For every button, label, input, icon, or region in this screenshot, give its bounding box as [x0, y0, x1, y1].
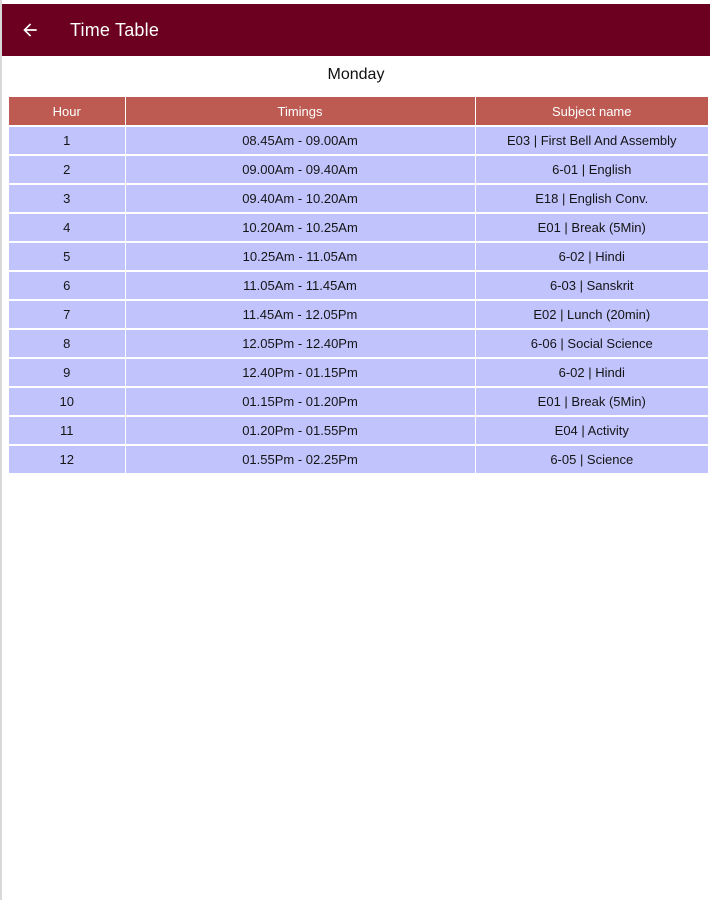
timing-cell: 10.20Am - 10.25Am	[125, 213, 475, 242]
table-row	[9, 242, 708, 271]
hour-cell: 9	[9, 358, 125, 387]
arrow-left-icon	[20, 20, 40, 40]
table-row	[9, 213, 708, 242]
timing-cell: 10.25Am - 11.05Am	[125, 242, 475, 271]
timing-cell: 11.05Am - 11.45Am	[125, 271, 475, 300]
subject-cell: 6-06 | Social Science	[475, 329, 708, 358]
back-button[interactable]	[2, 4, 58, 56]
subject-cell: E02 | Lunch (20min)	[475, 300, 708, 329]
subject-cell: 6-02 | Hindi	[475, 358, 708, 387]
timing-cell: 09.40Am - 10.20Am	[125, 184, 475, 213]
table-row	[9, 271, 708, 300]
timing-cell: 08.45Am - 09.00Am	[125, 126, 475, 155]
column-header-timings: Timings	[125, 97, 475, 126]
hour-cell: 7	[9, 300, 125, 329]
timing-cell: 12.40Pm - 01.15Pm	[125, 358, 475, 387]
hour-cell: 2	[9, 155, 125, 184]
day-label: Monday	[327, 66, 385, 83]
table-row	[9, 126, 708, 155]
subject-cell: 6-02 | Hindi	[475, 242, 708, 271]
table-row	[9, 416, 708, 445]
hour-cell: 11	[9, 416, 125, 445]
table-row	[9, 358, 708, 387]
subject-cell: 6-05 | Science	[475, 445, 708, 473]
table-row	[9, 387, 708, 416]
table-row	[9, 300, 708, 329]
page-title: Time Table	[70, 19, 160, 40]
table-row	[9, 184, 708, 213]
hour-cell: 6	[9, 271, 125, 300]
app-bar	[2, 4, 710, 56]
timing-cell: 11.45Am - 12.05Pm	[125, 300, 475, 329]
timetable	[9, 97, 708, 473]
table-header-row	[9, 97, 708, 126]
hour-cell: 4	[9, 213, 125, 242]
timing-cell: 12.05Pm - 12.40Pm	[125, 329, 475, 358]
hour-cell: 1	[9, 126, 125, 155]
timing-cell: 01.55Pm - 02.25Pm	[125, 445, 475, 473]
column-header-subject: Subject name	[475, 97, 708, 126]
timing-cell: 01.20Pm - 01.55Pm	[125, 416, 475, 445]
table-row	[9, 445, 708, 473]
subject-cell: E04 | Activity	[475, 416, 708, 445]
subject-cell: E03 | First Bell And Assembly	[475, 126, 708, 155]
subject-cell: E01 | Break (5Min)	[475, 387, 708, 416]
subject-cell: 6-01 | English	[475, 155, 708, 184]
hour-cell: 8	[9, 329, 125, 358]
column-header-hour: Hour	[9, 97, 125, 126]
timing-cell: 01.15Pm - 01.20Pm	[125, 387, 475, 416]
hour-cell: 3	[9, 184, 125, 213]
hour-cell: 10	[9, 387, 125, 416]
table-row	[9, 329, 708, 358]
hour-cell: 5	[9, 242, 125, 271]
subject-cell: E18 | English Conv.	[475, 184, 708, 213]
timing-cell: 09.00Am - 09.40Am	[125, 155, 475, 184]
table-body	[9, 126, 708, 473]
subject-cell: E01 | Break (5Min)	[475, 213, 708, 242]
table-row	[9, 155, 708, 184]
subject-cell: 6-03 | Sanskrit	[475, 271, 708, 300]
hour-cell: 12	[9, 445, 125, 473]
